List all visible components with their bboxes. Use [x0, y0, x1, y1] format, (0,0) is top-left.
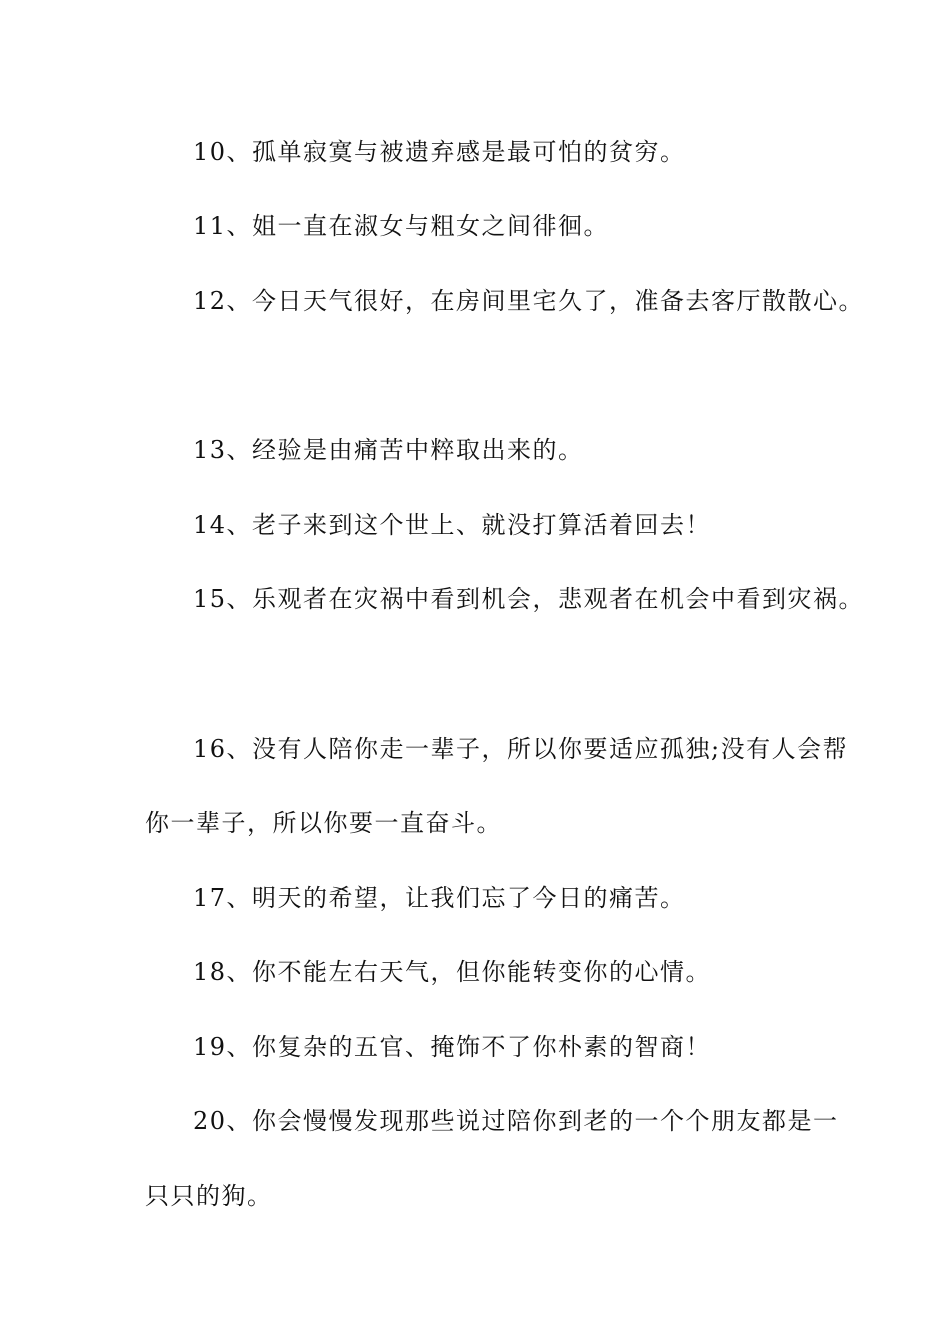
quote-line-16-continued: 你一辈子，所以你要一直奋斗。 — [145, 809, 502, 837]
quote-line-18: 18、你不能左右天气，但你能转变你的心情。 — [193, 958, 712, 986]
quote-line-19: 19、你复杂的五官、掩饰不了你朴素的智商！ — [193, 1033, 712, 1061]
quote-line-17: 17、明天的希望，让我们忘了今日的痛苦。 — [193, 884, 686, 912]
quote-line-14: 14、老子来到这个世上、就没打算活着回去！ — [193, 511, 712, 539]
quote-line-10: 10、孤单寂寞与被遗弃感是最可怕的贫穷。 — [193, 138, 686, 166]
quote-line-15: 15、乐观者在灾祸中看到机会，悲观者在机会中看到灾祸。 — [193, 585, 865, 613]
quote-line-16: 16、没有人陪你走一辈子，所以你要适应孤独;没有人会帮 — [193, 735, 849, 763]
quote-line-12: 12、今日天气很好，在房间里宅久了，准备去客厅散散心。 — [193, 287, 865, 315]
quote-line-11: 11、姐一直在淑女与粗女之间徘徊。 — [193, 212, 610, 240]
quote-line-20-continued: 只只的狗。 — [145, 1182, 273, 1210]
quote-line-20: 20、你会慢慢发现那些说过陪你到老的一个个朋友都是一 — [193, 1107, 839, 1135]
quote-line-13: 13、经验是由痛苦中粹取出来的。 — [193, 436, 584, 464]
